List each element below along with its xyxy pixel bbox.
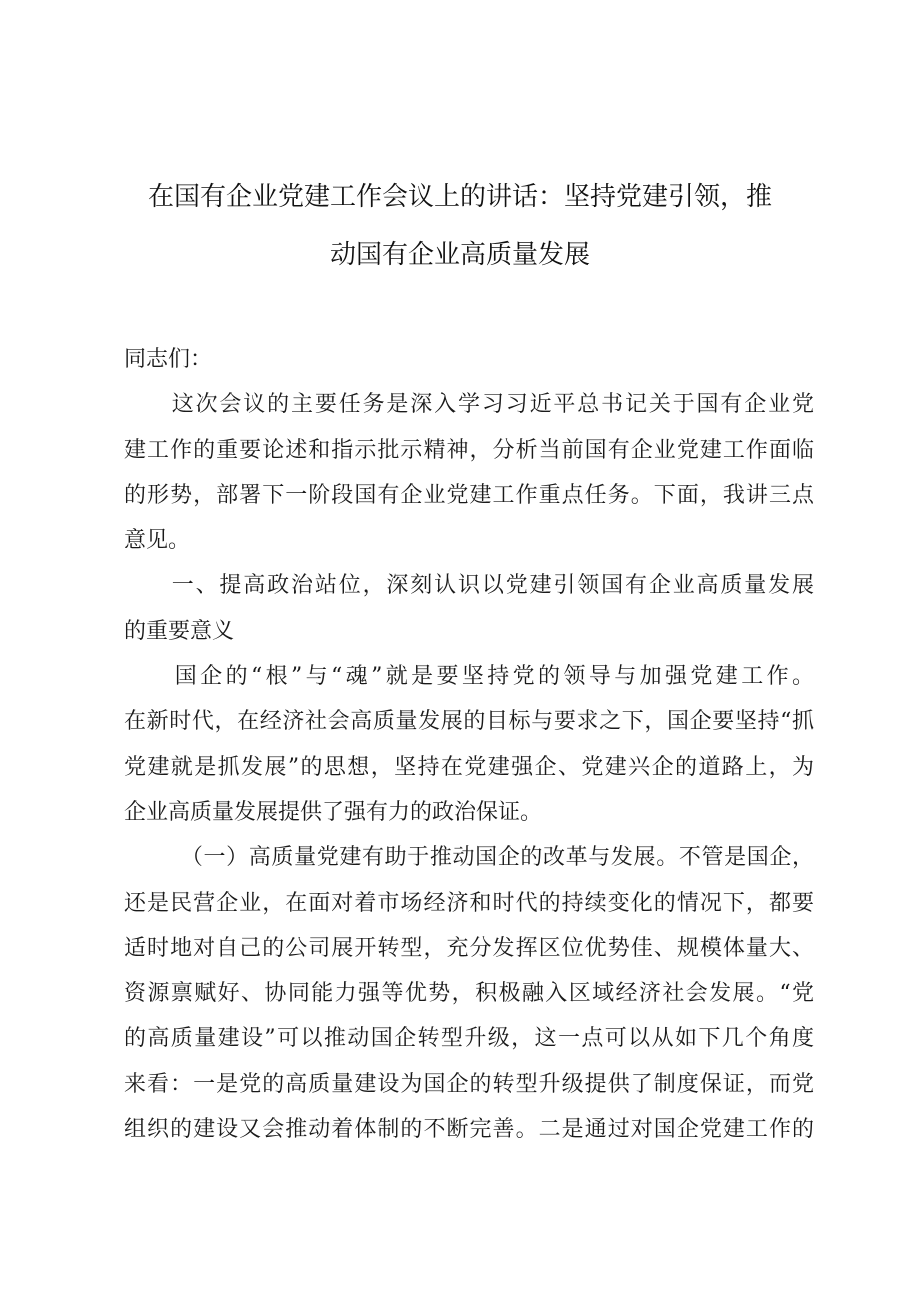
body-line: 建工作的重要论述和指示批示精神，分析当前国有企业党建工作面临 — [124, 437, 814, 463]
title-line: 在国有企业党建工作会议上的讲话：坚持党建引领，推 — [147, 182, 772, 212]
section-heading-line: 的重要意义 — [124, 618, 235, 644]
body-line: 的高质量建设”可以推动国企转型升级，这一点可以从如下几个角度 — [124, 1026, 814, 1052]
body-line: 还是民营企业，在面对着市场经济和时代的持续变化的情况下，都要 — [124, 890, 814, 916]
title-line: 动国有企业高质量发展 — [329, 240, 590, 270]
section-heading-line: 一、提高政治站位，深刻认识以党建引领国有企业高质量发展 — [124, 573, 814, 599]
body-line: 在新时代，在经济社会高质量发展的目标与要求之下，国企要坚持“抓 — [124, 709, 814, 735]
body-line: 的形势，部署下一阶段国有企业党建工作重点任务。下面，我讲三点 — [124, 482, 814, 508]
body-line: 组织的建设又会推动着体制的不断完善。二是通过对国企党建工作的 — [124, 1117, 814, 1143]
body-line: 意见。 — [124, 528, 191, 554]
document-title — [100, 168, 820, 284]
body-line: 来看：一是党的高质量建设为国企的转型升级提供了制度保证，而党 — [124, 1071, 814, 1097]
body-line: 国企的“根”与“魂”就是要坚持党的领导与加强党建工作。 — [124, 664, 814, 690]
body-line: 党建就是抓发展”的思想，坚持在党建强企、党建兴企的道路上，为 — [124, 754, 814, 780]
salutation: 同志们： — [124, 347, 213, 372]
subsection-line: （一）高质量党建有助于推动国企的改革与发展。不管是国企， — [124, 845, 814, 871]
document-body — [124, 337, 814, 1152]
body-line: 适时地对自己的公司展开转型，充分发挥区位优势佳、规模体量大、 — [124, 935, 814, 961]
body-line: 资源禀赋好、协同能力强等优势，积极融入区域经济社会发展。“党 — [124, 981, 814, 1007]
body-line: 这次会议的主要任务是深入学习习近平总书记关于国有企业党 — [124, 392, 814, 418]
body-line: 企业高质量发展提供了强有力的政治保证。 — [124, 799, 543, 825]
